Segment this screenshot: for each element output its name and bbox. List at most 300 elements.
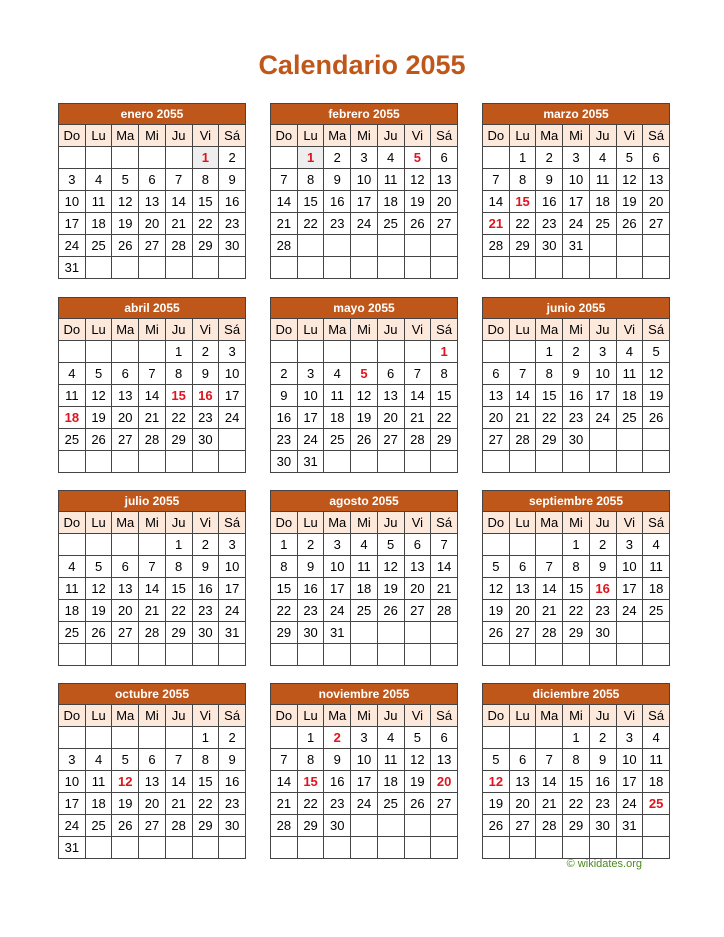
day-cell: 29	[297, 815, 324, 837]
footer-credit: © wikidates.org	[566, 858, 642, 870]
empty-cell	[483, 727, 510, 749]
day-cell: 16	[536, 191, 563, 213]
day-cell: 27	[431, 793, 458, 815]
day-cell: 5	[112, 169, 139, 191]
day-cell: 10	[616, 556, 643, 578]
day-cell: 25	[643, 793, 670, 815]
weekday-header: Do	[483, 705, 510, 727]
day-cell: 8	[192, 749, 219, 771]
empty-cell	[85, 147, 112, 169]
day-cell: 18	[643, 578, 670, 600]
empty-cell	[431, 235, 458, 257]
empty-cell	[219, 257, 246, 279]
day-cell: 24	[297, 429, 324, 451]
day-cell: 7	[509, 363, 536, 385]
week-row	[483, 341, 670, 363]
empty-cell	[165, 727, 192, 749]
weekday-header: Mi	[563, 319, 590, 341]
week-row	[483, 815, 670, 837]
day-cell: 10	[351, 169, 378, 191]
day-cell: 13	[112, 578, 139, 600]
day-cell: 29	[431, 429, 458, 451]
day-cell: 5	[616, 147, 643, 169]
day-cell: 20	[643, 191, 670, 213]
weekday-header: Ju	[589, 125, 616, 147]
weekday-header: Lu	[297, 319, 324, 341]
day-cell: 18	[85, 793, 112, 815]
weekday-header: Lu	[85, 512, 112, 534]
empty-cell	[85, 257, 112, 279]
day-cell: 1	[297, 147, 324, 169]
day-cell: 4	[589, 147, 616, 169]
day-cell: 13	[431, 749, 458, 771]
week-row	[483, 257, 670, 279]
day-cell: 7	[483, 169, 510, 191]
month-header: abril 2055	[59, 298, 246, 319]
day-cell: 31	[324, 622, 351, 644]
day-cell: 1	[165, 341, 192, 363]
day-cell: 11	[59, 578, 86, 600]
day-cell: 25	[377, 793, 404, 815]
empty-cell	[643, 235, 670, 257]
week-row	[59, 429, 246, 451]
day-cell: 8	[165, 363, 192, 385]
empty-cell	[377, 622, 404, 644]
day-cell: 28	[271, 815, 298, 837]
week-row	[271, 213, 458, 235]
empty-cell	[351, 837, 378, 859]
week-row	[59, 749, 246, 771]
empty-cell	[616, 451, 643, 473]
day-cell: 1	[297, 727, 324, 749]
weekday-header: Mi	[139, 512, 166, 534]
day-cell: 21	[139, 600, 166, 622]
day-cell: 31	[219, 622, 246, 644]
day-cell: 5	[483, 556, 510, 578]
day-cell: 31	[59, 837, 86, 859]
day-cell: 25	[616, 407, 643, 429]
empty-cell	[431, 815, 458, 837]
day-cell: 30	[589, 815, 616, 837]
day-cell: 9	[536, 169, 563, 191]
day-cell: 20	[509, 793, 536, 815]
day-cell: 18	[643, 771, 670, 793]
week-row	[271, 341, 458, 363]
day-cell: 2	[324, 147, 351, 169]
weekday-header: Sá	[643, 512, 670, 534]
day-cell: 26	[112, 235, 139, 257]
weekday-header: Ma	[112, 319, 139, 341]
weekday-header: Ma	[112, 512, 139, 534]
day-cell: 10	[589, 363, 616, 385]
day-cell: 1	[192, 147, 219, 169]
week-row	[59, 191, 246, 213]
day-cell: 12	[643, 363, 670, 385]
day-cell: 14	[483, 191, 510, 213]
day-cell: 20	[509, 600, 536, 622]
empty-cell	[509, 257, 536, 279]
day-cell: 24	[589, 407, 616, 429]
empty-cell	[165, 644, 192, 666]
day-cell: 27	[377, 429, 404, 451]
day-cell: 2	[297, 534, 324, 556]
weekday-header: Sá	[431, 125, 458, 147]
week-row	[483, 771, 670, 793]
week-row	[59, 407, 246, 429]
empty-cell	[377, 451, 404, 473]
day-cell: 23	[219, 793, 246, 815]
day-cell: 17	[219, 385, 246, 407]
month-header: septiembre 2055	[483, 491, 670, 512]
day-cell: 8	[431, 363, 458, 385]
day-cell: 2	[589, 534, 616, 556]
day-cell: 8	[297, 169, 324, 191]
weekday-header: Vi	[404, 125, 431, 147]
day-cell: 8	[563, 556, 590, 578]
day-cell: 30	[563, 429, 590, 451]
day-cell: 11	[377, 749, 404, 771]
weekday-header: Mi	[563, 512, 590, 534]
day-cell: 24	[219, 600, 246, 622]
week-row	[59, 622, 246, 644]
day-cell: 24	[219, 407, 246, 429]
day-cell: 1	[431, 341, 458, 363]
empty-cell	[536, 534, 563, 556]
empty-cell	[563, 451, 590, 473]
empty-cell	[192, 451, 219, 473]
day-cell: 4	[85, 749, 112, 771]
day-cell: 20	[139, 793, 166, 815]
day-cell: 28	[139, 622, 166, 644]
weekday-header: Sá	[431, 705, 458, 727]
day-cell: 20	[112, 600, 139, 622]
day-cell: 9	[219, 749, 246, 771]
empty-cell	[139, 534, 166, 556]
month-header: noviembre 2055	[271, 684, 458, 705]
week-row	[271, 169, 458, 191]
day-cell: 20	[404, 578, 431, 600]
day-cell: 25	[59, 622, 86, 644]
day-cell: 19	[377, 578, 404, 600]
weekday-header: Do	[59, 319, 86, 341]
empty-cell	[112, 257, 139, 279]
weekday-header: Sá	[219, 512, 246, 534]
day-cell: 8	[509, 169, 536, 191]
weekday-header: Lu	[297, 125, 324, 147]
day-cell: 2	[324, 727, 351, 749]
empty-cell	[483, 451, 510, 473]
week-row	[271, 644, 458, 666]
weekday-header: Do	[271, 125, 298, 147]
day-cell: 24	[616, 793, 643, 815]
day-cell: 23	[192, 407, 219, 429]
day-cell: 29	[563, 815, 590, 837]
weekday-header: Mi	[139, 705, 166, 727]
day-cell: 28	[165, 235, 192, 257]
weekday-header: Vi	[192, 319, 219, 341]
weekday-header: Ju	[589, 705, 616, 727]
day-cell: 10	[219, 363, 246, 385]
weekday-header: Ma	[324, 512, 351, 534]
weekday-header: Sá	[219, 319, 246, 341]
day-cell: 17	[219, 578, 246, 600]
empty-cell	[509, 727, 536, 749]
day-cell: 23	[324, 213, 351, 235]
weekday-header: Mi	[351, 319, 378, 341]
day-cell: 10	[616, 749, 643, 771]
empty-cell	[509, 837, 536, 859]
day-cell: 1	[563, 534, 590, 556]
weekday-header: Lu	[85, 125, 112, 147]
day-cell: 5	[112, 749, 139, 771]
empty-cell	[324, 257, 351, 279]
day-cell: 26	[85, 429, 112, 451]
day-cell: 27	[509, 815, 536, 837]
day-cell: 17	[324, 578, 351, 600]
week-row	[59, 815, 246, 837]
day-cell: 15	[563, 771, 590, 793]
day-cell: 19	[112, 213, 139, 235]
empty-cell	[165, 257, 192, 279]
day-cell: 4	[616, 341, 643, 363]
day-cell: 9	[297, 556, 324, 578]
day-cell: 10	[563, 169, 590, 191]
day-cell: 19	[85, 407, 112, 429]
weekday-header: Sá	[431, 319, 458, 341]
day-cell: 28	[165, 815, 192, 837]
week-row	[271, 727, 458, 749]
empty-cell	[271, 837, 298, 859]
day-cell: 13	[112, 385, 139, 407]
day-cell: 22	[563, 600, 590, 622]
empty-cell	[404, 341, 431, 363]
week-row	[271, 749, 458, 771]
weekday-header: Ma	[324, 125, 351, 147]
empty-cell	[271, 341, 298, 363]
weekday-header: Sá	[643, 705, 670, 727]
empty-cell	[589, 644, 616, 666]
week-row	[271, 385, 458, 407]
day-cell: 21	[536, 600, 563, 622]
empty-cell	[112, 727, 139, 749]
day-cell: 12	[377, 556, 404, 578]
day-cell: 14	[139, 578, 166, 600]
day-cell: 15	[165, 385, 192, 407]
day-cell: 24	[351, 793, 378, 815]
empty-cell	[377, 815, 404, 837]
empty-cell	[377, 235, 404, 257]
weekday-header: Lu	[85, 319, 112, 341]
day-cell: 15	[165, 578, 192, 600]
day-cell: 24	[616, 600, 643, 622]
empty-cell	[59, 534, 86, 556]
day-cell: 2	[192, 534, 219, 556]
empty-cell	[589, 235, 616, 257]
day-cell: 30	[219, 815, 246, 837]
empty-cell	[85, 341, 112, 363]
empty-cell	[536, 451, 563, 473]
week-row	[483, 727, 670, 749]
empty-cell	[297, 644, 324, 666]
day-cell: 11	[643, 749, 670, 771]
weekday-header: Do	[483, 319, 510, 341]
day-cell: 11	[351, 556, 378, 578]
weekday-header: Ju	[165, 125, 192, 147]
day-cell: 28	[536, 622, 563, 644]
day-cell: 26	[643, 407, 670, 429]
month-calendar	[58, 490, 246, 666]
empty-cell	[85, 727, 112, 749]
day-cell: 14	[536, 578, 563, 600]
day-cell: 6	[483, 363, 510, 385]
weekday-header: Ju	[377, 319, 404, 341]
day-cell: 2	[192, 341, 219, 363]
week-row	[483, 363, 670, 385]
week-row	[271, 147, 458, 169]
empty-cell	[643, 451, 670, 473]
empty-cell	[589, 451, 616, 473]
empty-cell	[59, 147, 86, 169]
empty-cell	[85, 644, 112, 666]
month-calendar	[270, 297, 458, 473]
day-cell: 13	[643, 169, 670, 191]
empty-cell	[509, 451, 536, 473]
day-cell: 9	[589, 556, 616, 578]
day-cell: 10	[324, 556, 351, 578]
month-calendar	[58, 297, 246, 473]
empty-cell	[643, 837, 670, 859]
weekday-header: Ma	[536, 319, 563, 341]
week-row	[59, 644, 246, 666]
month-header: diciembre 2055	[483, 684, 670, 705]
week-row	[483, 407, 670, 429]
empty-cell	[192, 257, 219, 279]
empty-cell	[139, 727, 166, 749]
empty-cell	[85, 451, 112, 473]
empty-cell	[431, 257, 458, 279]
day-cell: 17	[616, 578, 643, 600]
day-cell: 5	[643, 341, 670, 363]
empty-cell	[351, 622, 378, 644]
week-row	[483, 147, 670, 169]
day-cell: 7	[271, 749, 298, 771]
day-cell: 30	[536, 235, 563, 257]
day-cell: 2	[219, 147, 246, 169]
day-cell: 19	[351, 407, 378, 429]
empty-cell	[324, 837, 351, 859]
day-cell: 8	[563, 749, 590, 771]
week-row	[271, 235, 458, 257]
weekday-header: Vi	[616, 512, 643, 534]
day-cell: 27	[139, 815, 166, 837]
day-cell: 12	[483, 578, 510, 600]
day-cell: 26	[377, 600, 404, 622]
day-cell: 14	[509, 385, 536, 407]
day-cell: 30	[297, 622, 324, 644]
weekday-header: Lu	[509, 705, 536, 727]
empty-cell	[616, 644, 643, 666]
empty-cell	[112, 147, 139, 169]
empty-cell	[139, 837, 166, 859]
empty-cell	[536, 837, 563, 859]
month-calendar	[482, 683, 670, 859]
weekday-header: Vi	[404, 319, 431, 341]
day-cell: 21	[483, 213, 510, 235]
day-cell: 17	[563, 191, 590, 213]
day-cell: 12	[404, 749, 431, 771]
day-cell: 3	[59, 749, 86, 771]
day-cell: 28	[431, 600, 458, 622]
day-cell: 18	[589, 191, 616, 213]
week-row	[483, 600, 670, 622]
empty-cell	[377, 837, 404, 859]
day-cell: 21	[165, 213, 192, 235]
empty-cell	[271, 727, 298, 749]
empty-cell	[483, 147, 510, 169]
week-row	[59, 147, 246, 169]
day-cell: 3	[616, 727, 643, 749]
month-calendar	[270, 103, 458, 279]
day-cell: 11	[616, 363, 643, 385]
day-cell: 7	[165, 169, 192, 191]
day-cell: 5	[483, 749, 510, 771]
week-row	[271, 451, 458, 473]
weekday-header: Ju	[165, 705, 192, 727]
empty-cell	[643, 257, 670, 279]
empty-cell	[165, 147, 192, 169]
day-cell: 29	[165, 429, 192, 451]
day-cell: 30	[324, 815, 351, 837]
day-cell: 1	[563, 727, 590, 749]
day-cell: 22	[192, 213, 219, 235]
weekday-header: Lu	[297, 512, 324, 534]
month-header: octubre 2055	[59, 684, 246, 705]
day-cell: 16	[563, 385, 590, 407]
day-cell: 22	[431, 407, 458, 429]
day-cell: 7	[139, 556, 166, 578]
empty-cell	[643, 429, 670, 451]
empty-cell	[324, 644, 351, 666]
day-cell: 6	[139, 169, 166, 191]
day-cell: 15	[297, 191, 324, 213]
month-header: enero 2055	[59, 104, 246, 125]
day-cell: 30	[271, 451, 298, 473]
empty-cell	[297, 235, 324, 257]
empty-cell	[643, 622, 670, 644]
day-cell: 25	[351, 600, 378, 622]
week-row	[59, 578, 246, 600]
day-cell: 6	[112, 363, 139, 385]
empty-cell	[563, 644, 590, 666]
day-cell: 21	[509, 407, 536, 429]
weekday-header: Ma	[324, 319, 351, 341]
weekday-header: Ju	[165, 512, 192, 534]
day-cell: 27	[643, 213, 670, 235]
day-cell: 15	[431, 385, 458, 407]
week-row	[483, 213, 670, 235]
day-cell: 26	[85, 622, 112, 644]
week-row	[59, 341, 246, 363]
empty-cell	[351, 815, 378, 837]
month-header: julio 2055	[59, 491, 246, 512]
week-row	[483, 556, 670, 578]
week-row	[59, 257, 246, 279]
day-cell: 18	[377, 191, 404, 213]
day-cell: 15	[536, 385, 563, 407]
day-cell: 4	[643, 727, 670, 749]
day-cell: 18	[616, 385, 643, 407]
day-cell: 19	[643, 385, 670, 407]
